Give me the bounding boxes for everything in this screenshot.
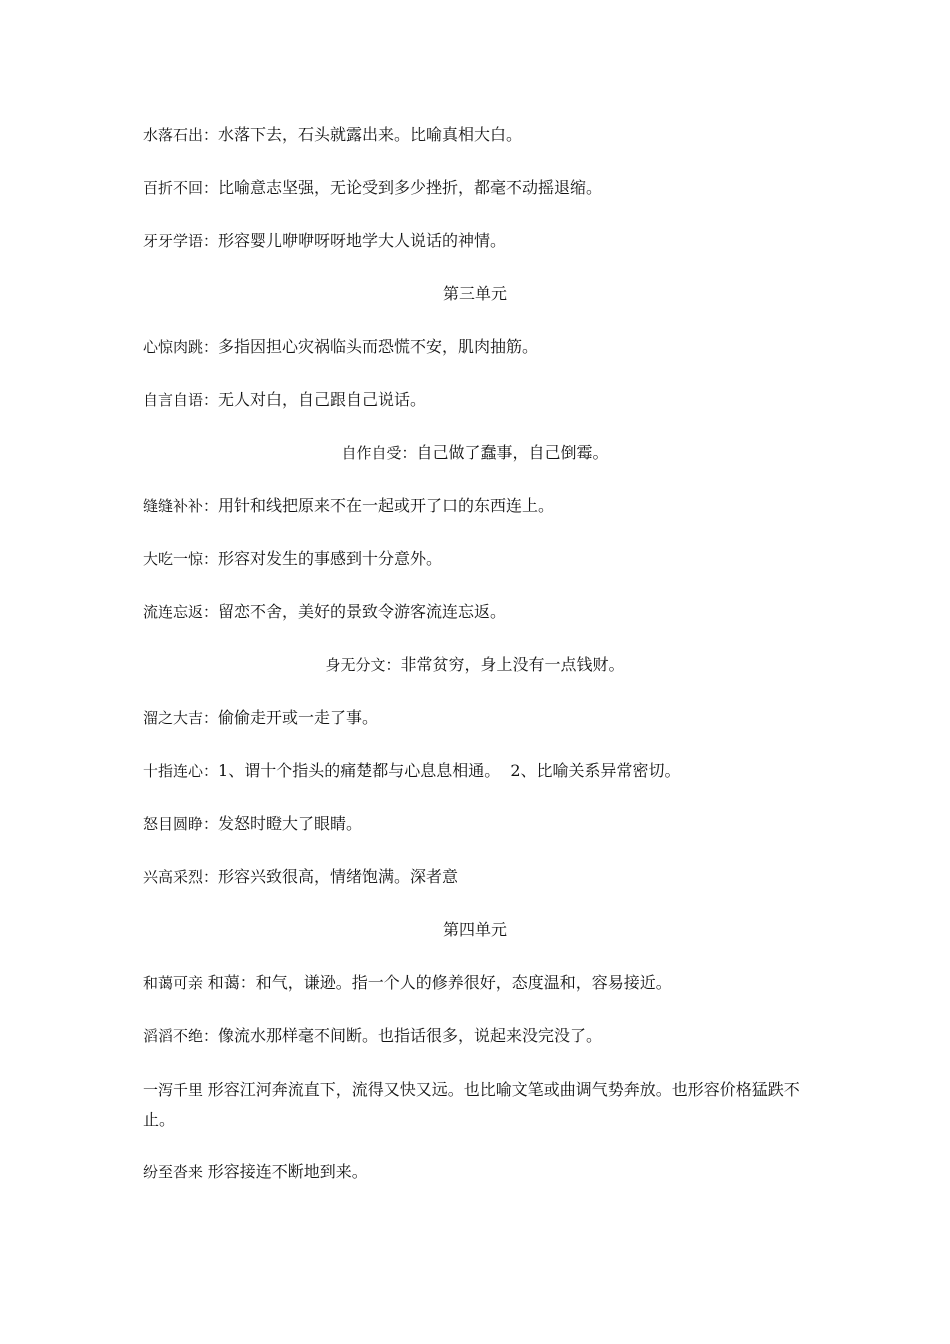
- idiom-entry: [143, 598, 823, 626]
- idiom-entry: [143, 810, 823, 838]
- idiom-definition: 偷偷走开或一走了事。: [218, 708, 379, 727]
- idiom-entry: [143, 333, 823, 361]
- idiom-term: 缝缝补补：: [143, 497, 219, 515]
- idiom-term: 纷至沓来: [143, 1163, 208, 1181]
- section-heading: 第三单元: [442, 284, 507, 303]
- idiom-term: 水落石出：: [143, 126, 219, 144]
- idiom-definition: 多指因担心灾祸临头而恐慌不安，肌肉抽筋。: [218, 337, 539, 356]
- idiom-definition: 比喻意志坚强，无论受到多少挫折，都毫不动摇退缩。: [218, 178, 603, 197]
- idiom-term: 大吃一惊：: [143, 550, 219, 568]
- idiom-definition: 形容江河奔流直下，流得又快又远。也比喻文笔或曲调气势奔放。也形容价格猛跌不止。: [143, 1080, 800, 1129]
- section-heading: 第四单元: [442, 920, 507, 939]
- idiom-definition: 像流水那样毫不间断。也指话很多，说起来没完没了。: [218, 1026, 603, 1045]
- idiom-definition: 留恋不舍，美好的景致令游客流连忘返。: [218, 602, 507, 621]
- idiom-term: 自言自语：: [143, 391, 219, 409]
- idiom-term: 兴高采烈：: [143, 868, 219, 886]
- idiom-entry: [143, 1022, 823, 1050]
- idiom-definition: 形容对发生的事感到十分意外。: [218, 549, 443, 568]
- idiom-term: 滔滔不绝：: [143, 1027, 219, 1045]
- idiom-definition: 形容婴儿咿咿呀呀地学大人说话的神情。: [218, 231, 507, 250]
- idiom-term: 心惊肉跳：: [143, 338, 219, 356]
- idiom-definition: 形容接连不断地到来。: [207, 1162, 368, 1181]
- idiom-term: 十指连心：: [143, 762, 219, 780]
- idiom-term: 和蔼可亲: [143, 974, 208, 992]
- idiom-entry: [0, 651, 950, 679]
- idiom-entry: [0, 439, 950, 467]
- idiom-entry: [143, 174, 823, 202]
- idiom-entry: [143, 545, 823, 573]
- idiom-term: 溜之大吉：: [143, 709, 219, 727]
- idiom-term: 流连忘返：: [143, 603, 219, 621]
- idiom-entry: [143, 492, 823, 520]
- idiom-term: 怒目圆睁：: [143, 815, 219, 833]
- idiom-definition: 和蔼：和气，谦逊。指一个人的修养很好，态度温和，容易接近。: [207, 973, 672, 992]
- idiom-entry: [143, 386, 823, 414]
- idiom-entry: [143, 969, 823, 997]
- idiom-entry: [143, 757, 823, 785]
- idiom-term: 一泻千里: [143, 1081, 208, 1099]
- idiom-definition: 无人对白，自己跟自己说话。: [218, 390, 427, 409]
- idiom-entry: [143, 863, 823, 891]
- idiom-term: 身无分文：: [325, 656, 401, 674]
- idiom-definition: 自己做了蠢事，自己倒霉。: [416, 443, 609, 462]
- idiom-definition: 1、谓十个指头的痛楚都与心息息相通。 2、比喻关系异常密切。: [218, 761, 681, 780]
- idiom-term: 牙牙学语：: [143, 232, 219, 250]
- idiom-definition: 非常贫穷，身上没有一点钱财。: [400, 655, 625, 674]
- idiom-definition: 形容兴致很高，情绪饱满。深者意: [218, 867, 459, 886]
- idiom-entry: [143, 1075, 823, 1135]
- idiom-definition: 发怒时瞪大了眼睛。: [218, 814, 363, 833]
- idiom-entry: [143, 1158, 823, 1186]
- idiom-term: 百折不回：: [143, 179, 219, 197]
- idiom-definition: 水落下去，石头就露出来。比喻真相大白。: [218, 125, 523, 144]
- idiom-entry: [143, 704, 823, 732]
- idiom-term: 自作自受：: [341, 444, 417, 462]
- idiom-entry: [143, 227, 823, 255]
- idiom-definition: 用针和线把原来不在一起或开了口的东西连上。: [218, 496, 555, 515]
- idiom-entry: [143, 121, 823, 149]
